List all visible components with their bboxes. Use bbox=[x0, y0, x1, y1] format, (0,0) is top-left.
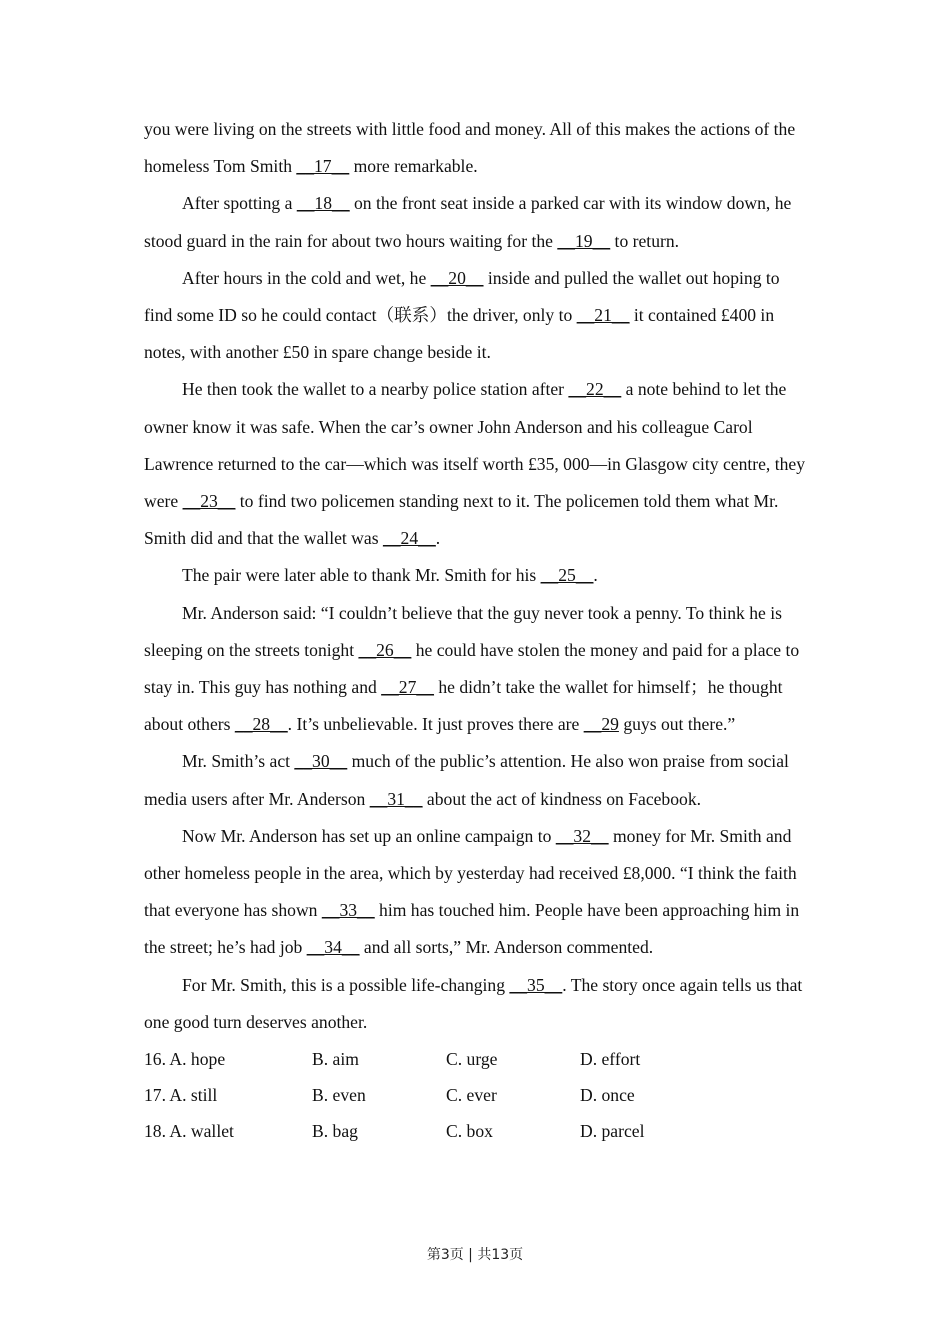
option-c: C. box bbox=[446, 1121, 493, 1142]
passage-text: to find two policemen standing next to it. The policemen told them what Mr. Smith did and that the wallet was bbox=[144, 491, 779, 549]
passage-text: . It’s unbelievable. It just proves there are bbox=[287, 714, 584, 735]
passage-text: After hours in the cold and wet, he bbox=[182, 267, 431, 288]
passage-paragraph bbox=[144, 371, 808, 557]
option-b: B. even bbox=[312, 1085, 366, 1106]
passage-text: he could have stolen the money and paid for a place to stay in. This guy has nothing and bbox=[144, 639, 800, 698]
option-row bbox=[144, 1113, 808, 1149]
passage-text: inside and pulled the wallet out hoping to find some ID so he could contact（联系）the driver, only to bbox=[144, 267, 780, 326]
option-row bbox=[144, 1041, 808, 1077]
blank-number: __25__ bbox=[540, 565, 594, 586]
passage-text: . bbox=[593, 565, 598, 586]
passage-text: him has touched him. People have been approaching him in the street; he’s had job bbox=[144, 900, 800, 958]
blank-number: __21__ bbox=[576, 305, 630, 326]
option-d: D. effort bbox=[580, 1049, 641, 1070]
option-a: 16. A. hope bbox=[144, 1049, 226, 1070]
passage-text: you were living on the streets with little food and money. All of this makes the actions of the homeless Tom Smith bbox=[144, 119, 796, 177]
blank-number: __34__ bbox=[306, 937, 360, 958]
passage-text: on the front seat inside a parked car with its window down, he stood guard in the rain for about two hours waiting for the bbox=[144, 193, 792, 251]
blank-number: __29 bbox=[583, 714, 619, 735]
blank-number: __24__ bbox=[382, 528, 436, 549]
passage-paragraph bbox=[144, 743, 808, 817]
passage-text: Mr. Anderson said: “I couldn’t believe that the guy never took a penny. To think he is sleeping on the streets tonight bbox=[144, 602, 782, 660]
blank-number: __30__ bbox=[294, 751, 348, 772]
page-footer: 第3页 | 共13页 bbox=[426, 1247, 524, 1263]
passage-paragraph bbox=[144, 595, 808, 744]
passage-text: to return. bbox=[610, 230, 680, 251]
passage-paragraph bbox=[144, 818, 808, 967]
passage bbox=[144, 111, 808, 1041]
passage-text: After spotting a bbox=[182, 193, 297, 214]
blank-number: __27__ bbox=[381, 677, 434, 698]
passage-text: much of the public’s attention. He also won praise from social media users after Mr. Anderson bbox=[144, 751, 789, 809]
passage-text: it contained £400 in notes, with another £50 in spare change beside it. bbox=[144, 305, 775, 363]
blank-number: __35__ bbox=[509, 974, 563, 995]
passage-text: guys out there.” bbox=[618, 714, 736, 735]
passage-paragraph bbox=[144, 111, 808, 185]
blank-number: __23__ bbox=[182, 491, 236, 512]
passage-paragraph bbox=[144, 260, 808, 372]
passage-text: The pair were later able to thank Mr. Smith for his bbox=[182, 565, 541, 586]
passage-text: money for Mr. Smith and other homeless people in the area, which by yesterday had received £8,000. “I think the faith that everyone has shown bbox=[144, 825, 797, 921]
passage-text: about the act of kindness on Facebook. bbox=[422, 788, 702, 809]
passage-text: . The story once again tells us that one good turn deserves another. bbox=[144, 974, 803, 1032]
document-page bbox=[144, 111, 808, 1149]
passage-text: Now Mr. Anderson has set up an online campaign to bbox=[182, 825, 556, 846]
blank-number: __33__ bbox=[321, 900, 375, 921]
option-d: D. parcel bbox=[580, 1121, 645, 1142]
option-d: D. once bbox=[580, 1085, 635, 1106]
passage-text: . bbox=[435, 528, 441, 549]
passage-text: and all sorts,” Mr. Anderson commented. bbox=[359, 937, 654, 958]
blank-number: __17__ bbox=[296, 156, 350, 177]
blank-number: __19__ bbox=[557, 230, 611, 251]
blank-number: __18__ bbox=[296, 193, 350, 214]
passage-text: he didn’t take the wallet for himself；he thought about others bbox=[144, 677, 783, 735]
option-b: B. bag bbox=[312, 1121, 358, 1142]
passage-text: Mr. Smith’s act bbox=[182, 751, 295, 772]
blank-number: __31__ bbox=[369, 788, 423, 809]
passage-text: For Mr. Smith, this is a possible life-changing bbox=[182, 974, 510, 995]
option-row bbox=[144, 1077, 808, 1113]
blank-number: __28__ bbox=[234, 714, 288, 735]
option-a: 17. A. still bbox=[144, 1085, 218, 1106]
passage-paragraph bbox=[144, 967, 808, 1041]
option-c: C. urge bbox=[446, 1049, 498, 1070]
passage-text: He then took the wallet to a nearby police station after bbox=[182, 379, 569, 400]
blank-number: __20__ bbox=[430, 267, 484, 288]
passage-text: more remarkable. bbox=[349, 156, 478, 177]
answer-options bbox=[144, 1041, 808, 1149]
option-c: C. ever bbox=[446, 1085, 497, 1106]
blank-number: __26__ bbox=[358, 639, 412, 660]
option-b: B. aim bbox=[312, 1049, 359, 1070]
option-a: 18. A. wallet bbox=[144, 1121, 234, 1142]
passage-paragraph bbox=[144, 185, 808, 259]
passage-text: a note behind to let the owner know it was safe. When the car’s owner John Anderson and his colleague Carol Lawrence returned to the car—which was itself worth £35, 000—in Glasgow city centre, they were bbox=[144, 379, 806, 512]
blank-number: __32__ bbox=[555, 825, 609, 846]
blank-number: __22__ bbox=[568, 379, 622, 400]
passage-paragraph bbox=[144, 557, 808, 594]
